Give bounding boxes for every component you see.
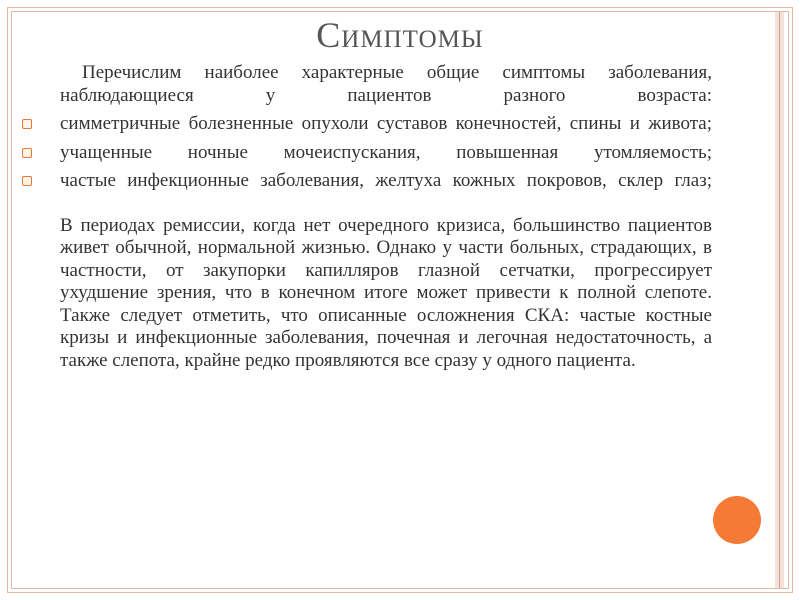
remission-paragraph: В периодах ремиссии, когда нет очередного кризиса, большинство пациентов живет обычной, нормальной жизнью. Однако у части больных, страдающих, в частности, от закупорки капилляров глазной сетчатки, прогрессирует ухудшение зрения, что в конечном итоге может привести к полной слепоте. [60, 214, 712, 303]
slide-title: Симптомы [316, 15, 484, 55]
bullet-text: симметричные болезненные опухоли суставов конечностей, спины и живота; [60, 113, 712, 134]
square-bullet-icon [22, 176, 32, 186]
bullet-text: учащенные ночные мочеиспускания, повышенная утомляемость; [60, 141, 712, 163]
slide-content [60, 62, 712, 372]
decorative-circle [713, 496, 761, 544]
bullet-text: частые инфекционные заболевания, желтуха кожных покровов, склер глаз; [60, 170, 712, 191]
square-bullet-icon [22, 148, 32, 158]
list-item [60, 142, 712, 165]
list-item [60, 113, 712, 136]
paragraph-spacer [60, 193, 712, 215]
right-decor-line [779, 12, 780, 588]
square-bullet-icon [22, 119, 32, 129]
complications-paragraph: Также следует отметить, что описанные осложнения СКА: частые костные кризы и инфекционные заболевания, почечная и легочная недостаточность, а также слепота, крайне редко проявляются все сразу у одного пациента. [60, 304, 712, 371]
intro-paragraph: Перечислим наиболее характерные общие симптомы заболевания, наблюдающиеся у пациентов разного возраста: [60, 62, 712, 106]
list-item [60, 170, 712, 193]
